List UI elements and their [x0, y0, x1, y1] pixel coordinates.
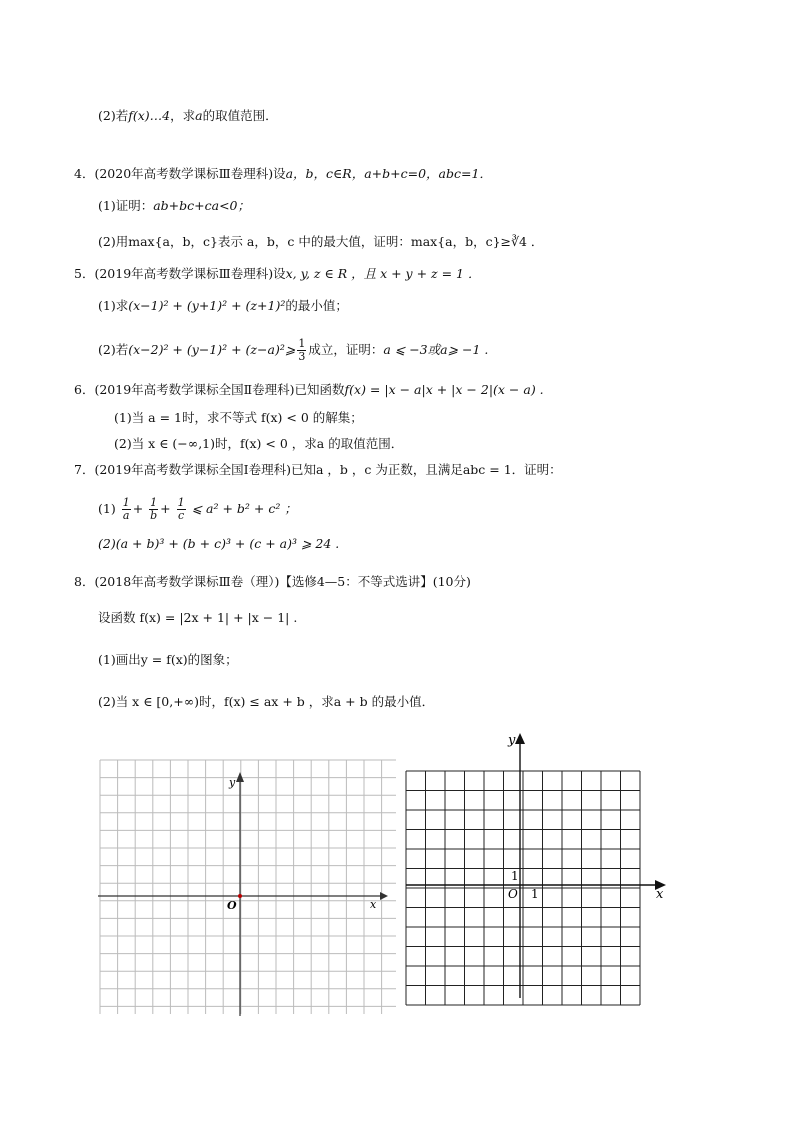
q7-part1: (1) $\frac{1}{a}$ + $\frac{1}{b}$ + $\frac{1}{c}$ ⩽ a² + b² + c² ； — [98, 496, 297, 522]
left-x-arrow — [380, 892, 388, 900]
q8-part2: (2)当 x ∈ [0,+∞)时，f(x) ≤ ax + b ，求a + b 的最小值． — [98, 694, 435, 709]
q5-part2: (2)若(x−2)² + (y−1)² + (z−a)²⩾ $\frac{1}{3}$ 成立，证明：a ⩽ −3或a⩾ −1 . — [98, 337, 489, 363]
q7-part2: (2)(a + b)³ + (b + c)³ + (c + a)³ ⩾ 24 . — [98, 536, 340, 551]
q8-setup: 设函数 f(x) = |2x + 1| + |x − 1| . — [98, 610, 298, 625]
frac-1-over-b: $\frac{1}{b}$ — [150, 496, 158, 522]
frac-1-over-c: $\frac{1}{c}$ — [177, 496, 185, 522]
right-coordinate-grid — [400, 730, 680, 1010]
right-unit-x: 1 — [531, 887, 539, 901]
q6-heading: 6．(2019年高考数学课标全国Ⅱ卷理科)已知函数f(x) = |x − a|x + |x − 2|(x − a) . — [74, 382, 544, 397]
left-coordinate-grid — [98, 758, 398, 1016]
q5-fraction: $\frac{1}{3}$ — [298, 337, 306, 363]
left-x-label: x — [370, 898, 377, 911]
left-y-label: y — [229, 776, 236, 789]
left-origin-label: O — [227, 899, 237, 912]
q7-heading: 7．(2019年高考数学课标全国Ⅰ卷理科)已知a ，b ，c 为正数，且满足abc = 1．证明： — [74, 462, 562, 477]
right-y-label: y — [508, 733, 516, 748]
q6-part1: (1)当 a = 1时，求不等式 f(x) < 0 的解集； — [114, 410, 363, 425]
left-grid-lines — [100, 760, 396, 1014]
q4-heading: 4．(2020年高考数学课标Ⅲ卷理科)设a，b，c∈R，a+b+c=0，abc=1． — [74, 166, 492, 181]
q4-part2: (2)用max{a，b，c}表示 a，b，c 中的最大值，证明：max{a，b，c}≥∛4 ． — [98, 234, 544, 249]
q5-heading: 5．(2019年高考数学课标Ⅲ卷理科)设x, y, z ∈ R ，且 x + y + z = 1 ． — [74, 266, 481, 281]
left-y-arrow — [236, 772, 244, 782]
q8-heading: 8．(2018年高考数学课标Ⅲ卷（理）)【选修4—5：不等式选讲】(10分) — [74, 574, 471, 589]
right-origin-label: O — [508, 887, 518, 901]
q4-part1: (1)证明：ab+bc+ca<0； — [98, 198, 251, 213]
right-grid-lines — [406, 771, 640, 1005]
frac-1-over-a: $\frac{1}{a}$ — [122, 496, 130, 522]
q8-part1: (1)画出y = f(x)的图象； — [98, 652, 238, 667]
q3-part2: (2)若f(x)…4，求a的取值范围． — [98, 108, 278, 123]
right-x-label: x — [656, 887, 664, 902]
q5-part1: (1)求(x−1)² + (y+1)² + (z+1)²的最小值； — [98, 298, 348, 313]
left-origin-dot — [238, 894, 242, 898]
right-unit-y: 1 — [511, 869, 519, 883]
q6-part2: (2)当 x ∈ (−∞,1)时，f(x) < 0 ，求a 的取值范围． — [114, 436, 404, 451]
right-y-arrow — [515, 733, 525, 744]
